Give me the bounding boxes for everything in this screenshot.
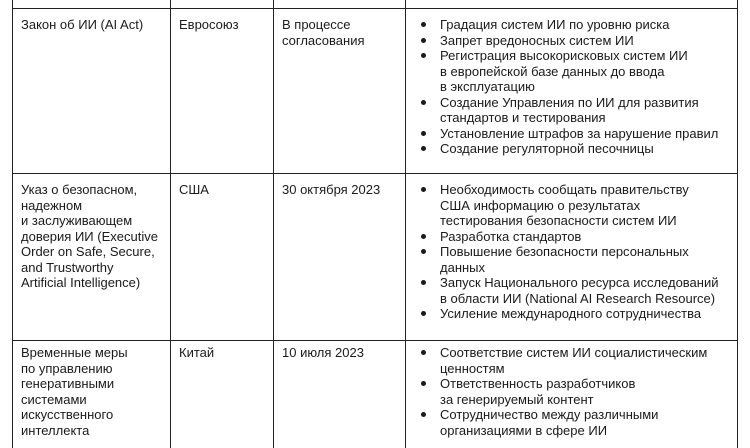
row-divider-1: [12, 173, 738, 174]
row-3-provisions: [415, 345, 707, 438]
bullet-dot-icon: [421, 249, 426, 254]
row-1-provisions: [415, 17, 718, 157]
provision-item: Установление штрафов за нарушение правил: [415, 126, 718, 142]
row-1-region: Евросоюз: [179, 17, 239, 32]
bullet-dot-icon: [421, 381, 426, 386]
provision-item: Ответственность разработчиков за генерируемый контент: [415, 376, 707, 407]
row-3-law-name: Временные меры по управлению генеративными системами искусственного интеллекта: [21, 345, 128, 438]
row-divider-0: [12, 8, 738, 9]
bullet-dot-icon: [421, 53, 426, 58]
provision-item: Регистрация высокорисковых систем ИИ в европейской базе данных до ввода в эксплуатацию: [415, 48, 718, 95]
column-divider-1: [170, 0, 171, 448]
row-1-status: В процессе согласования: [282, 17, 365, 48]
provision-item: Необходимость сообщать правительству США информацию о результатах тестирования безопасности систем ИИ: [415, 182, 719, 229]
provision-item: Запрет вредоносных систем ИИ: [415, 33, 718, 49]
provision-item: Создание Управления по ИИ для развития стандартов и тестирования: [415, 95, 718, 126]
bullet-dot-icon: [421, 280, 426, 285]
provision-item: Соответствие систем ИИ социалистическим ценностям: [415, 345, 707, 376]
provision-item: Разработка стандартов: [415, 229, 719, 245]
provision-item: Усиление международного сотрудничества: [415, 306, 719, 322]
bullet-dot-icon: [421, 38, 426, 43]
bullet-dot-icon: [421, 311, 426, 316]
row-divider-2: [12, 340, 738, 341]
column-divider-2: [273, 0, 274, 448]
row-3-region: Китай: [179, 345, 215, 360]
row-3-status: 10 июля 2023: [282, 345, 364, 360]
bullet-dot-icon: [421, 146, 426, 151]
table-border-left: [12, 0, 13, 448]
bullet-dot-icon: [421, 100, 426, 105]
row-1-law-name: Закон об ИИ (AI Act): [21, 17, 144, 32]
bullet-dot-icon: [421, 131, 426, 136]
bullet-dot-icon: [421, 412, 426, 417]
row-2-provisions: [415, 182, 719, 322]
provision-item: Запуск Национального ресурса исследований в области ИИ (National AI Research Resource): [415, 275, 719, 306]
ai-regulation-table: [12, 0, 738, 448]
table-border-right: [737, 0, 738, 448]
bullet-dot-icon: [421, 22, 426, 27]
provision-item: Повышение безопасности персональных данных: [415, 244, 719, 275]
provision-item: Создание регуляторной песочницы: [415, 141, 718, 157]
row-2-status: 30 октября 2023: [282, 182, 381, 197]
row-2-region: США: [179, 182, 209, 197]
column-divider-3: [405, 0, 406, 448]
bullet-dot-icon: [421, 350, 426, 355]
bullet-dot-icon: [421, 234, 426, 239]
provision-item: Сотрудничество между различными организациями в сфере ИИ: [415, 407, 707, 438]
row-2-law-name: Указ о безопасном, надежном и заслуживающем доверия ИИ (Executive Order on Safe, Secure, and Trustworthy Artificial Intelligence): [21, 182, 158, 290]
bullet-dot-icon: [421, 187, 426, 192]
provision-item: Градация систем ИИ по уровню риска: [415, 17, 718, 33]
